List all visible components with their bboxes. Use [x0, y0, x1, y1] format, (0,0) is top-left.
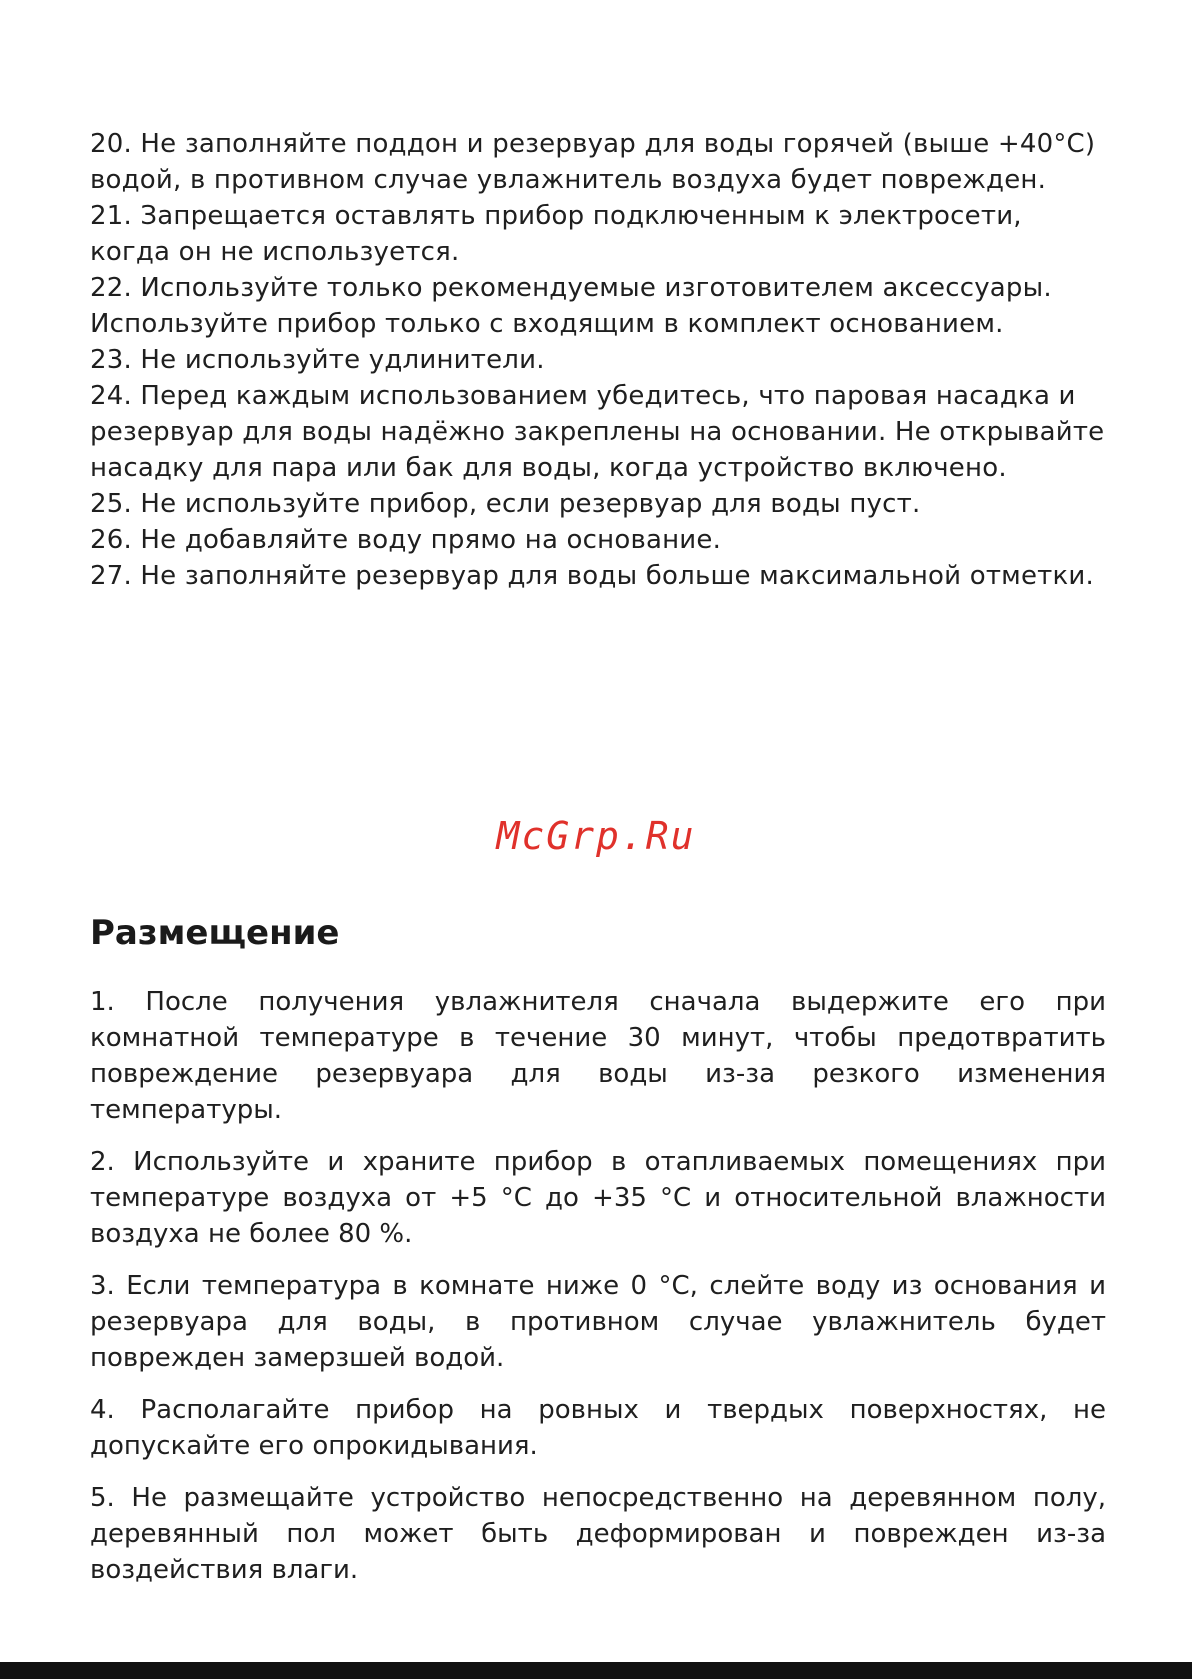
bottom-bar [0, 1662, 1192, 1679]
warning-item-24: 24. Перед каждым использованием убедитесь, что паровая насадка и резервуар для воды надёжно закреплены на основании. Не открывайте насадку для пара или бак для воды, когда устройство включено. [90, 381, 1105, 483]
placement-item-4: 4. Располагайте прибор на ровных и твердых поверхностях, не допускайте его опрокидывания. [90, 1395, 1106, 1461]
warning-item-25: 25. Не используйте прибор, если резервуар для воды пуст. [90, 489, 921, 519]
placement-item-2: 2. Используйте и храните прибор в отапливаемых помещениях при температуре воздуха от +5 °С до +35 °С и относительной влажности воздуха не более 80 %. [90, 1147, 1106, 1249]
section-title: Размещение [90, 913, 340, 953]
warning-item-22: 22. Используйте только рекомендуемые изготовителем аксессуары. Используйте прибор только с входящим в комплект основанием. [90, 273, 1052, 339]
placement-item-3: 3. Если температура в комнате ниже 0 °С, слейте воду из основания и резервуара для воды, в противном случае увлажнитель будет поврежден замерзшей водой. [90, 1271, 1106, 1373]
warnings-block [90, 126, 1106, 594]
warning-item-23: 23. Не используйте удлинители. [90, 345, 545, 375]
warnings-list [90, 126, 1106, 594]
placement-section [90, 910, 1106, 1604]
warning-item-26: 26. Не добавляйте воду прямо на основание. [90, 525, 722, 555]
watermark: McGrp.Ru [496, 814, 696, 858]
placement-item-1: 1. После получения увлажнителя сначала выдержите его при комнатной температуре в течение 30 минут, чтобы предотвратить повреждение резервуара для воды из-за резкого изменения температуры. [90, 987, 1106, 1125]
warning-item-27: 27. Не заполняйте резервуар для воды больше максимальной отметки. [90, 561, 1094, 591]
placement-item-5: 5. Не размещайте устройство непосредственно на деревянном полу, деревянный пол может быть деформирован и поврежден из-за воздействия влаги. [90, 1483, 1106, 1585]
warning-item-21: 21. Запрещается оставлять прибор подключенным к электросети, когда он не используется. [90, 201, 1022, 267]
warning-item-20: 20. Не заполняйте поддон и резервуар для воды горячей (выше +40°C) водой, в противном случае увлажнитель воздуха будет поврежден. [90, 129, 1096, 195]
